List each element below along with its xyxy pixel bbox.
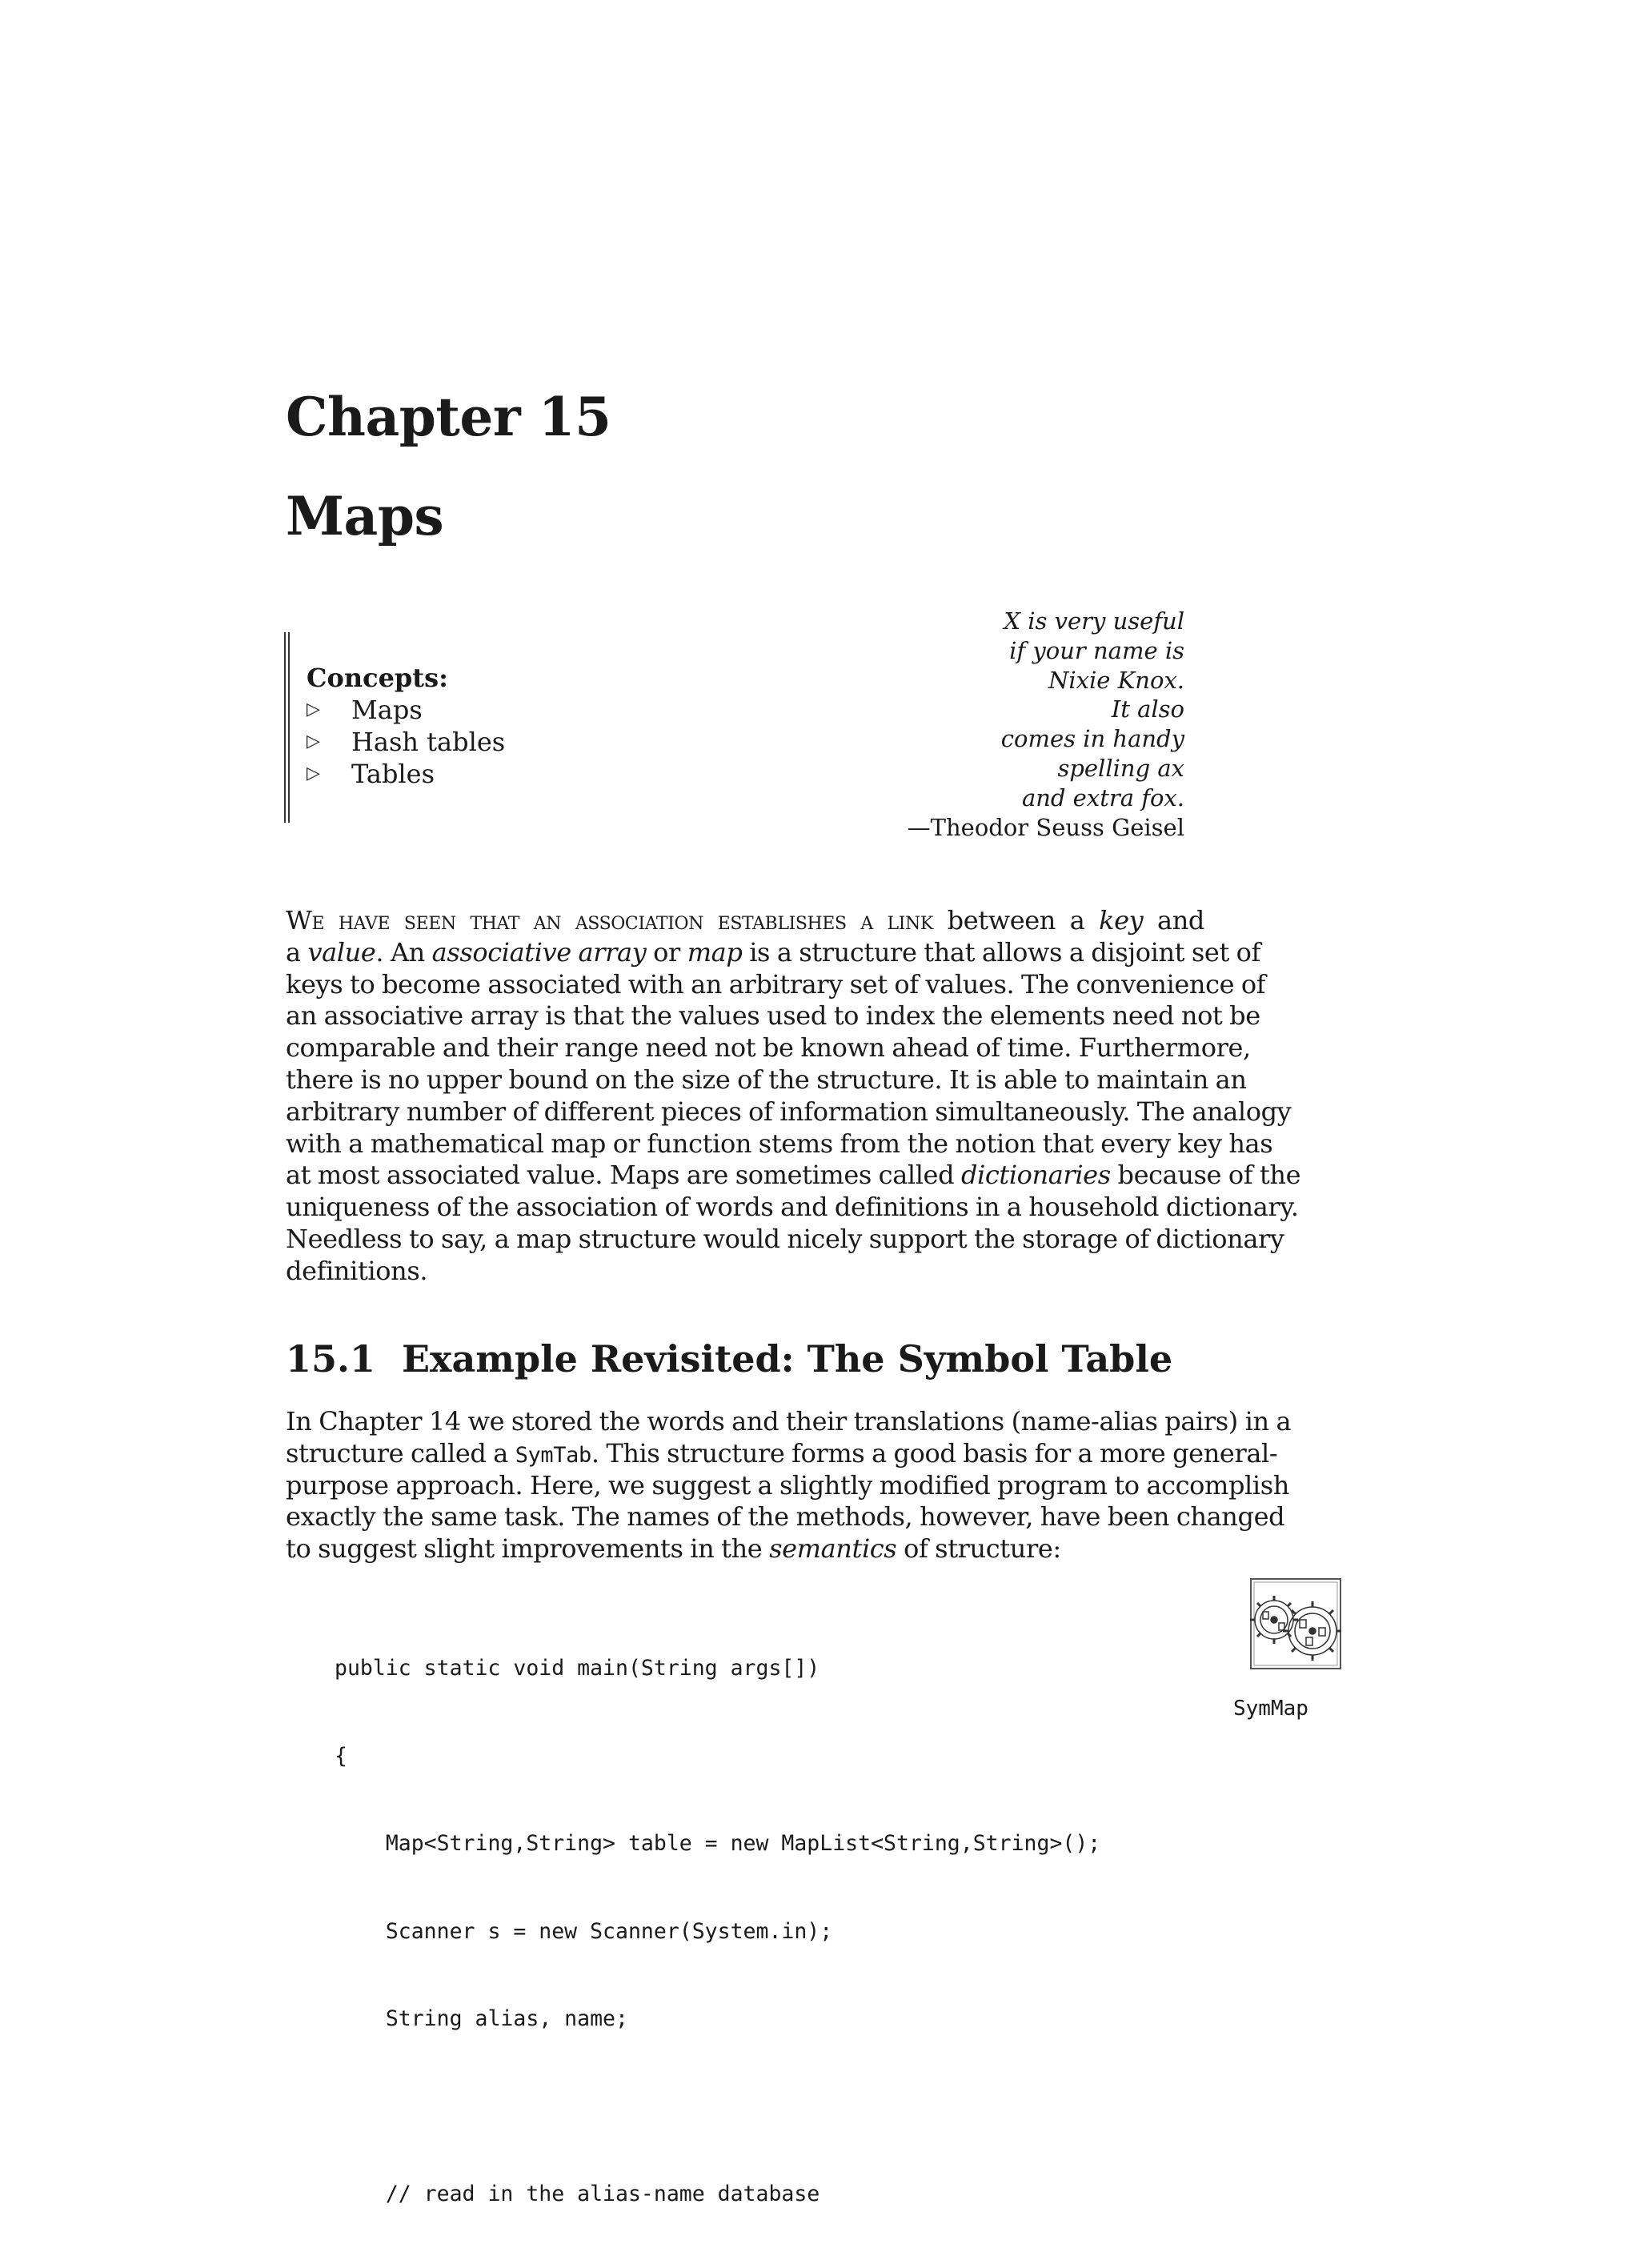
- epigraph-line: comes in handy: [1000, 725, 1184, 753]
- text-line: purpose approach. Here, we suggest a slightly modified program to accomplish: [286, 1469, 1289, 1501]
- text-line: [286, 1160, 1301, 1192]
- margin-label: SymMap: [1233, 1697, 1308, 1721]
- term-dictionaries: dictionaries: [960, 1160, 1111, 1191]
- epigraph-line: spelling ax: [1057, 754, 1184, 782]
- small-caps-lead: We have seen that an association establishes a link: [286, 905, 933, 936]
- concepts-rule: [284, 632, 290, 823]
- epigraph: [908, 607, 1184, 842]
- inline-code: SymTab: [515, 1442, 591, 1468]
- text-run: of structure:: [896, 1533, 1061, 1565]
- text-line: comparable and their range need not be known ahead of time. Furthermore,: [286, 1032, 1251, 1064]
- concepts-list: [307, 694, 505, 790]
- text-run: a: [286, 936, 308, 968]
- text-line: there is no upper bound on the size of the structure. It is able to maintain an: [286, 1064, 1247, 1095]
- section-paragraph: [286, 1406, 1292, 1565]
- code-line: [335, 2093, 1100, 2122]
- code-line: // read in the alias-name database: [335, 2182, 820, 2206]
- text-line: exactly the same task. The names of the methods, however, have been changed: [286, 1501, 1285, 1533]
- term-value: value: [307, 936, 376, 968]
- text-line: [286, 905, 1204, 937]
- code-line: Map<String,String> table = new MapList<String,String>();: [335, 1831, 1101, 1856]
- concept-item-label: Maps: [351, 695, 423, 725]
- code-line: String alias, name;: [335, 2006, 628, 2031]
- triangle-bullet-icon: ▷: [307, 731, 320, 751]
- term-key: key: [1099, 905, 1144, 936]
- text-run: and: [1143, 905, 1204, 936]
- chapter-label: Chapter 15: [286, 386, 611, 448]
- text-run: to suggest slight improvements in the: [286, 1533, 770, 1565]
- text-run: between a: [947, 905, 1100, 936]
- term-semantics: semantics: [769, 1533, 897, 1565]
- gears-icon: [1250, 1578, 1341, 1669]
- text-line: [286, 1437, 1278, 1470]
- section-title: Example Revisited: The Symbol Table: [402, 1337, 1173, 1380]
- epigraph-line: Nixie Knox.: [1048, 666, 1184, 694]
- concept-item-label: Tables: [351, 759, 435, 789]
- code-line: {: [335, 1743, 347, 1769]
- code-line: public static void main(String args[]): [335, 1656, 820, 1681]
- concept-item: [307, 726, 505, 758]
- chapter-title: Maps: [286, 485, 444, 547]
- concept-item: [307, 694, 505, 726]
- text-line: arbitrary number of different pieces of information simultaneously. The analogy: [286, 1096, 1292, 1127]
- text-line: definitions.: [286, 1255, 428, 1286]
- concept-item-label: Hash tables: [351, 727, 506, 757]
- term-associative-array: associative array: [431, 936, 647, 968]
- text-line: Needless to say, a map structure would nicely support the storage of dictionary: [286, 1223, 1284, 1254]
- epigraph-line: if your name is: [1009, 636, 1184, 664]
- text-run: structure called a: [286, 1437, 515, 1469]
- triangle-bullet-icon: ▷: [307, 763, 320, 783]
- code-line: Scanner s = new Scanner(System.in);: [335, 1918, 833, 1944]
- concept-item: [307, 758, 505, 790]
- section-number: 15.1: [286, 1337, 376, 1380]
- epigraph-attribution: —Theodor Seuss Geisel: [907, 813, 1184, 841]
- epigraph-line: X is very useful: [1004, 607, 1184, 635]
- text-run: . This structure forms a good basis for a more general-: [591, 1437, 1278, 1469]
- term-map: map: [687, 936, 743, 968]
- text-line: [286, 1533, 1204, 1565]
- epigraph-line: and extra fox.: [1021, 783, 1184, 811]
- text-line: with a mathematical map or function stems from the notion that every key has: [286, 1128, 1273, 1159]
- triangle-bullet-icon: ▷: [307, 699, 320, 719]
- text-line: uniqueness of the association of words and definitions in a household dictionary.: [286, 1192, 1299, 1223]
- section-heading: [286, 1336, 1172, 1381]
- text-run: is a structure that allows a disjoint set of: [742, 936, 1260, 968]
- text-line: [286, 936, 1260, 969]
- code-listing: [335, 1596, 1100, 2268]
- text-run: because of the: [1110, 1160, 1301, 1191]
- epigraph-line: It also: [1111, 695, 1184, 723]
- text-line: an associative array is that the values used to index the elements need not be: [286, 1000, 1260, 1032]
- concepts-heading: Concepts:: [307, 663, 448, 693]
- text-run: at most associated value. Maps are sometimes called: [286, 1160, 961, 1191]
- intro-paragraph: [286, 905, 1301, 1288]
- text-line: In Chapter 14 we stored the words and their translations (name-alias pairs) in a: [286, 1406, 1292, 1437]
- text-run: . An: [375, 936, 432, 968]
- text-line: keys to become associated with an arbitrary set of values. The convenience of: [286, 968, 1266, 1000]
- concepts-box: [284, 632, 620, 823]
- text-run: or: [646, 936, 687, 968]
